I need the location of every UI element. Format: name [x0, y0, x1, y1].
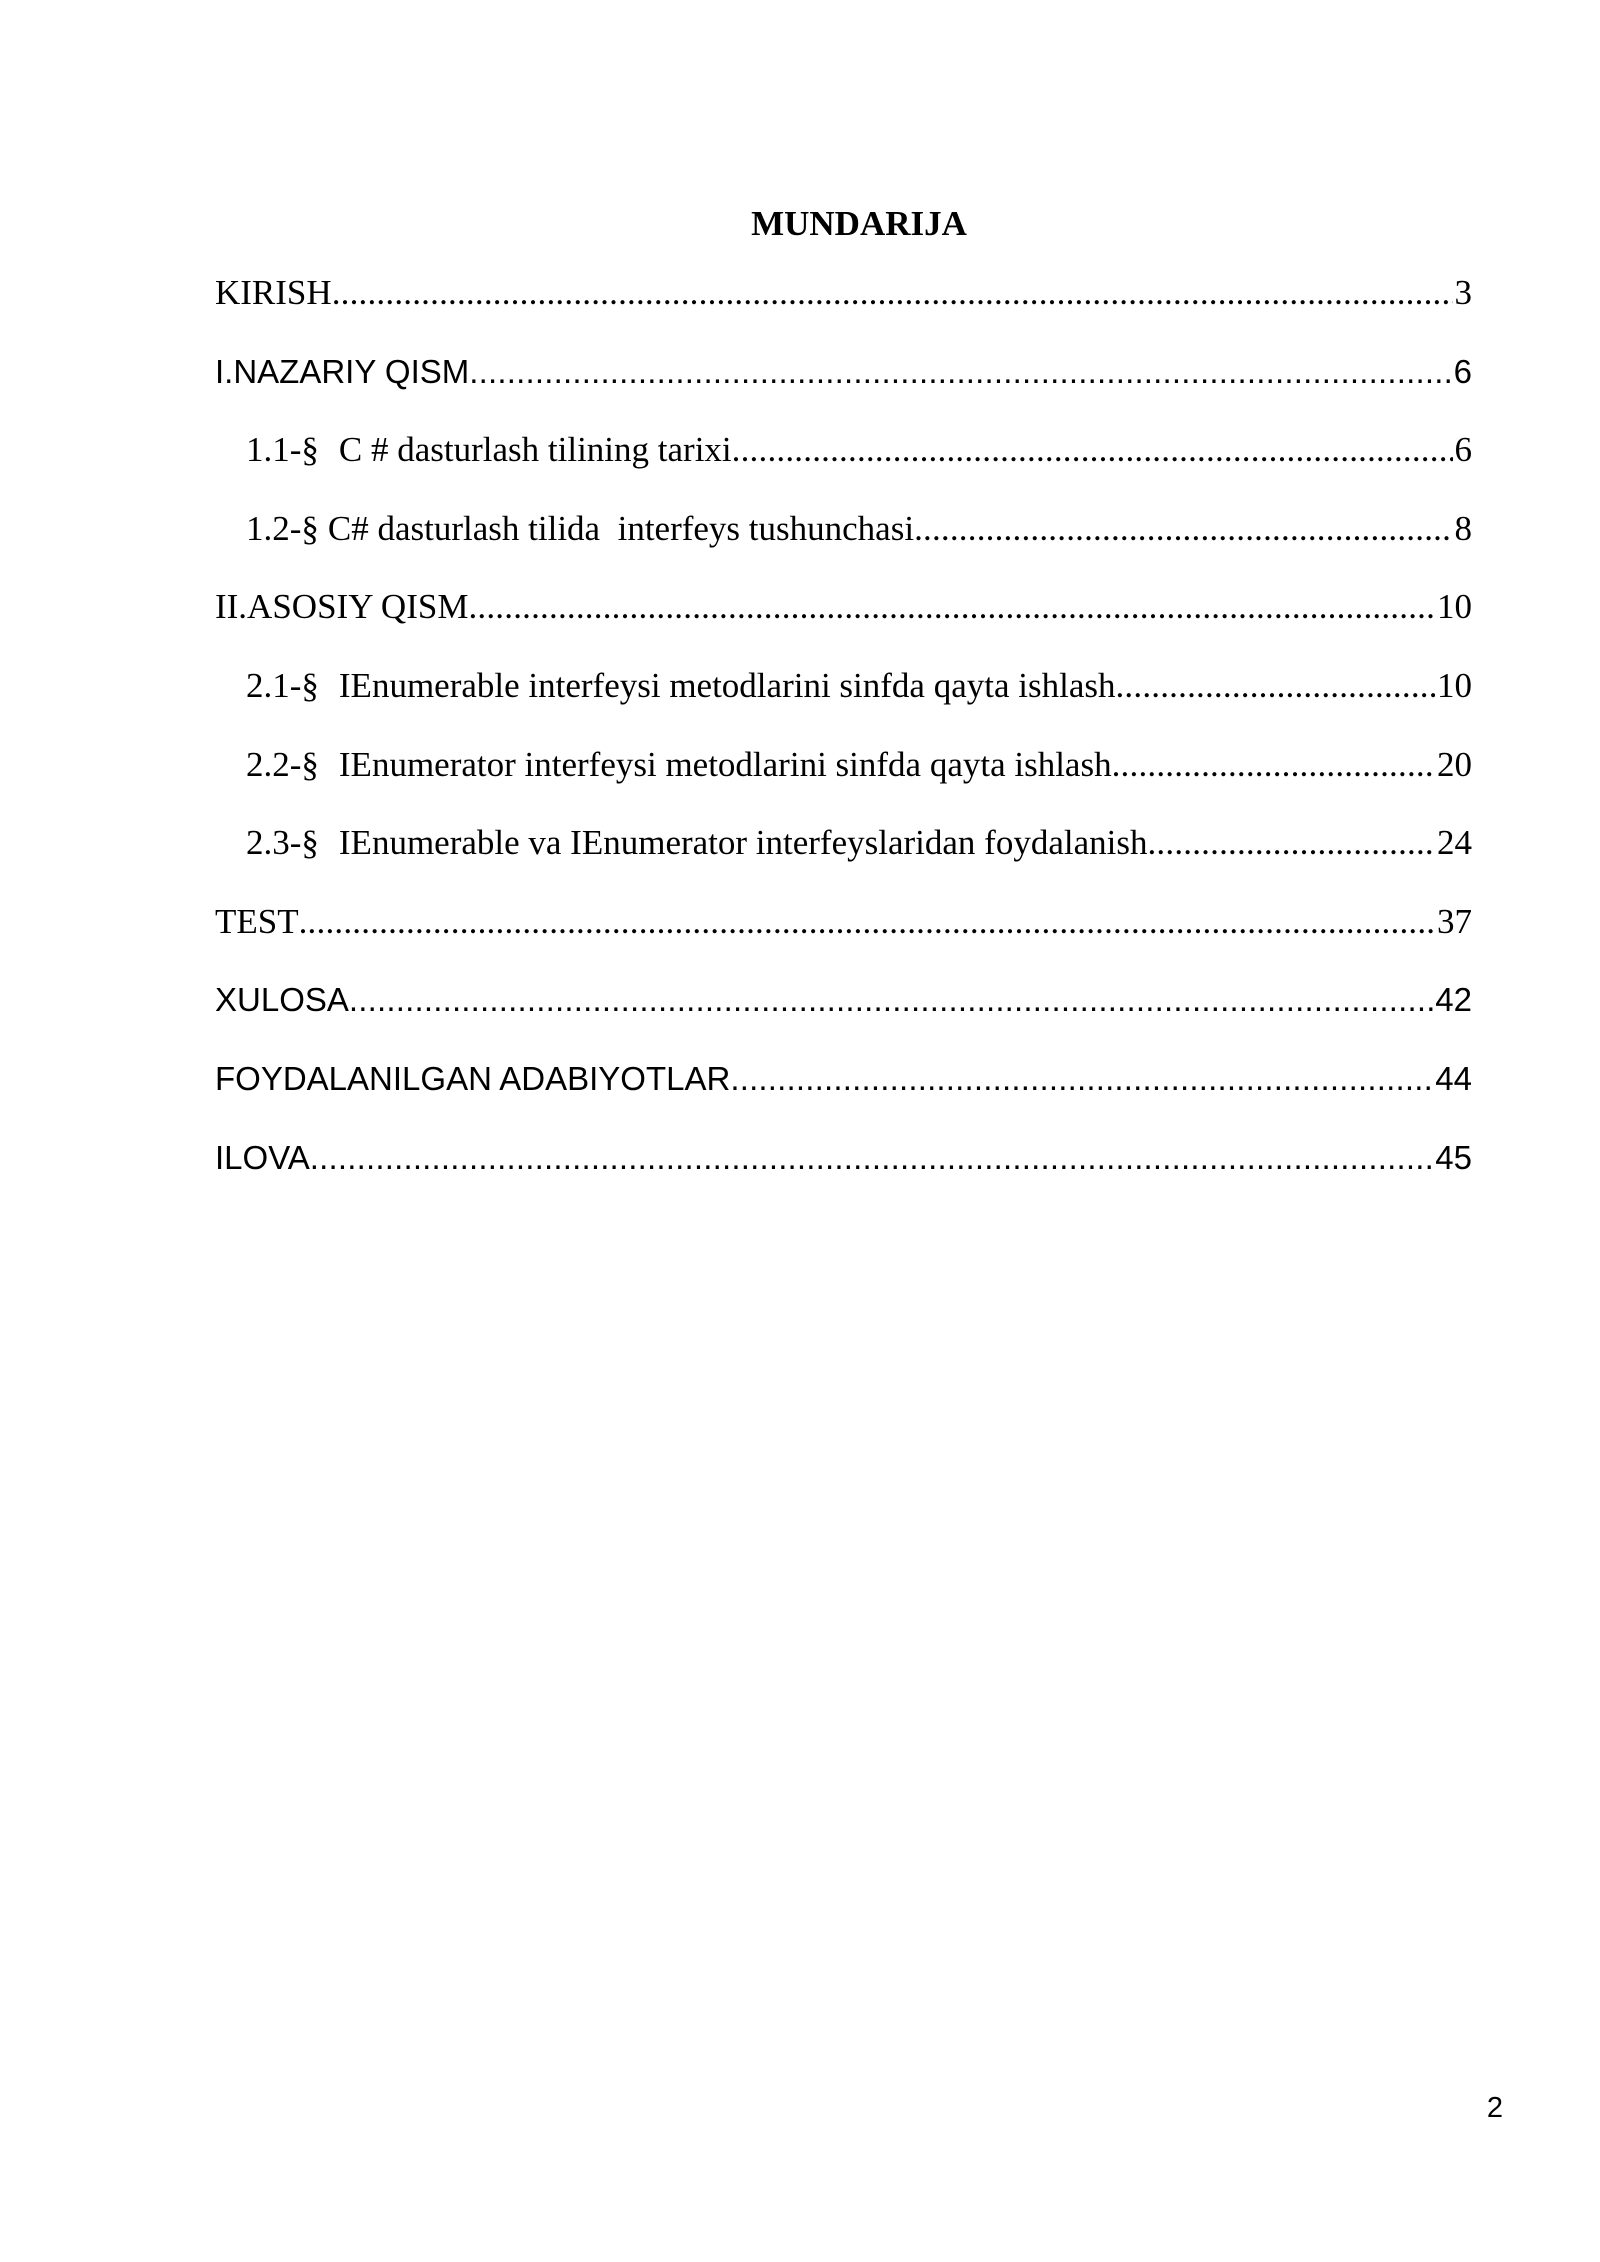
toc-entry-label: IEnumerator interfeysi metodlarini sinfda qayta ishlash [338, 744, 1112, 784]
toc-entry-2-3[interactable] [215, 812, 1472, 891]
toc-dot-leader [1147, 812, 1435, 874]
toc-entry-page: 10 [1437, 665, 1472, 705]
toc-entry-number: 2.3-§ [246, 823, 319, 863]
toc-entry-foydalanilgan-adabiyotlar[interactable] [215, 1048, 1472, 1127]
toc-entry-number: 2.1-§ [246, 665, 319, 705]
toc-entry-label-group [246, 655, 1115, 717]
toc-entry-ilova[interactable] [215, 1127, 1472, 1206]
toc-entry-page: 37 [1437, 901, 1472, 941]
toc-entry-1-2[interactable] [215, 498, 1472, 577]
toc-entry-number: 1.1-§ [246, 430, 319, 470]
table-of-contents [215, 262, 1472, 1205]
toc-entry-label: FOYDALANILGAN ADABIYOTLAR [215, 1059, 731, 1097]
toc-dot-leader [332, 262, 1453, 324]
toc-entry-test[interactable] [215, 891, 1472, 970]
toc-dot-leader [730, 1048, 1433, 1110]
toc-entry-page: 8 [1454, 508, 1472, 548]
toc-dot-leader [1112, 734, 1435, 796]
toc-entry-page: 42 [1435, 981, 1472, 1019]
toc-entry-xulosa[interactable] [215, 969, 1472, 1048]
toc-entry-number: 1.2-§ [246, 508, 319, 548]
toc-dot-leader [310, 1127, 1434, 1189]
toc-entry-label-group [246, 498, 914, 560]
toc-entry-number: 2.2-§ [246, 744, 319, 784]
toc-entry-kirish[interactable] [215, 262, 1472, 341]
toc-entry-page: 24 [1437, 823, 1472, 863]
toc-entry-2-1[interactable] [215, 655, 1472, 734]
toc-entry-label: II.ASOSIY QISM [215, 587, 469, 627]
toc-entry-page: 6 [1454, 430, 1472, 470]
toc-entry-label: IEnumerable interfeysi metodlarini sinfda qayta ishlash [338, 665, 1116, 705]
toc-entry-label: ILOVA [215, 1138, 310, 1176]
toc-entry-label: IEnumerable va IEnumerator interfeyslaridan foydalanish [338, 823, 1148, 863]
toc-entry-page: 3 [1454, 273, 1472, 312]
toc-dot-leader [914, 498, 1452, 560]
toc-dot-leader [1115, 655, 1435, 717]
toc-entry-label: XULOSA [215, 981, 349, 1019]
toc-entry-asosiy-qism[interactable] [215, 576, 1472, 655]
toc-entry-label: I.NAZARIY QISM [215, 352, 470, 390]
toc-title: MUNDARIJA [751, 204, 967, 243]
toc-entry-page: 6 [1453, 352, 1472, 390]
toc-entry-label: C# dasturlash tilida interfeys tushunchasi [327, 508, 915, 548]
toc-dot-leader [299, 891, 1435, 953]
toc-entry-page: 45 [1435, 1138, 1472, 1176]
toc-dot-leader [349, 969, 1433, 1031]
toc-entry-label-group [246, 812, 1147, 874]
toc-dot-leader [732, 419, 1453, 481]
page-number: 2 [1486, 2092, 1503, 2124]
toc-entry-1-1[interactable] [215, 419, 1472, 498]
toc-entry-label: TEST [215, 901, 299, 941]
toc-entry-2-2[interactable] [215, 734, 1472, 813]
toc-dot-leader [469, 341, 1451, 403]
toc-entry-nazariy-qism[interactable] [215, 341, 1472, 420]
toc-entry-label-group [246, 419, 732, 481]
toc-dot-leader [468, 576, 1435, 638]
toc-entry-page: 10 [1437, 587, 1472, 627]
toc-entry-label: KIRISH [215, 273, 332, 312]
toc-entry-page: 20 [1437, 744, 1472, 784]
toc-entry-label: C # dasturlash tilining tarixi [338, 430, 732, 470]
toc-entry-page: 44 [1435, 1059, 1472, 1097]
toc-entry-label-group [246, 734, 1112, 796]
